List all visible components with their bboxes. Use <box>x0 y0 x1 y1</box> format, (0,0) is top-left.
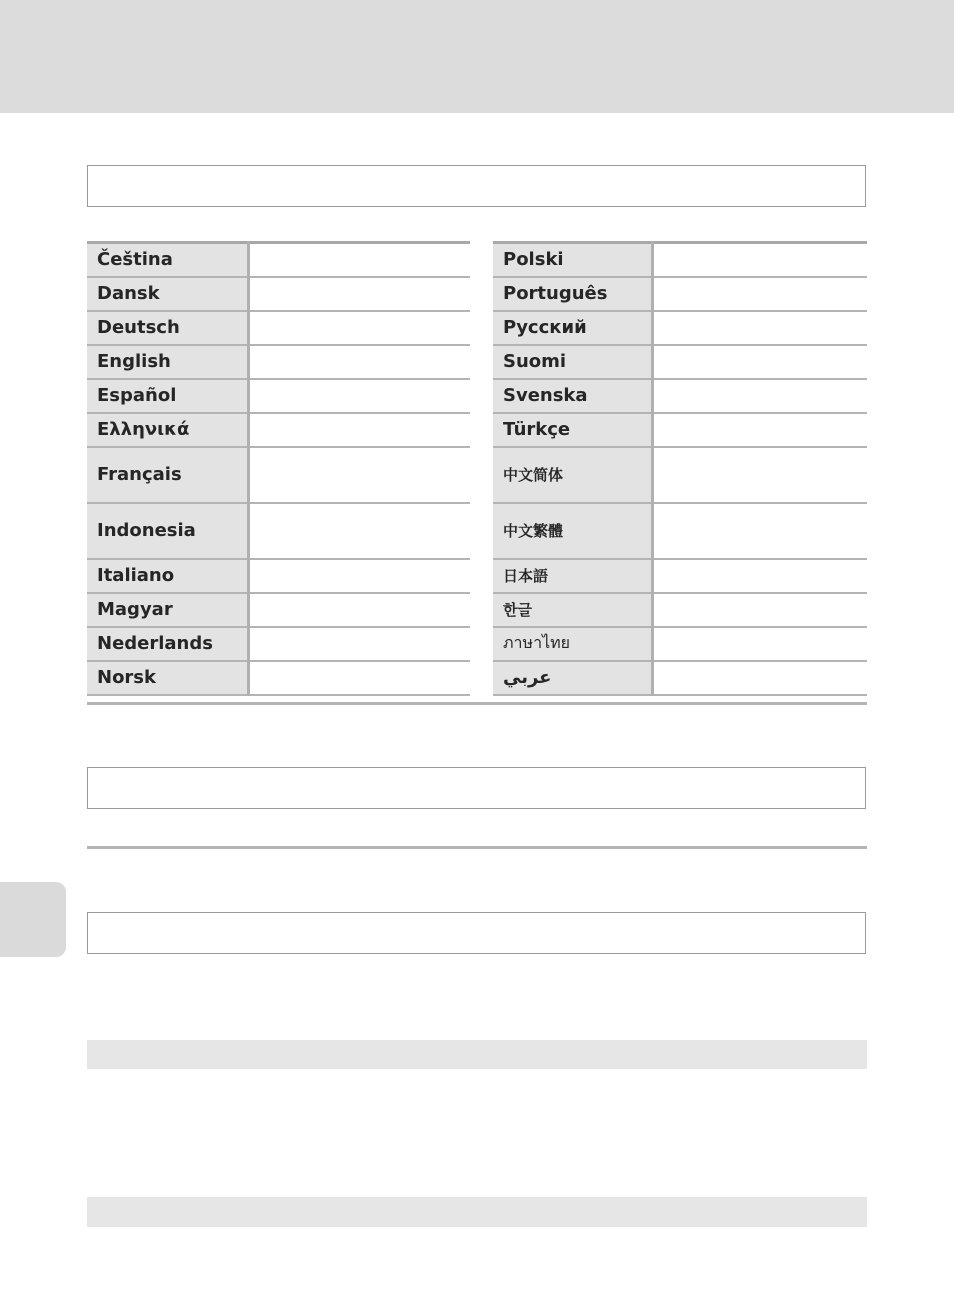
heading-box-1 <box>87 165 866 207</box>
language-row <box>493 661 867 695</box>
language-name: ภาษาไทย <box>493 627 653 661</box>
language-name: Svenska <box>493 379 653 413</box>
language-value <box>249 661 471 695</box>
language-value <box>653 243 868 277</box>
language-value <box>653 311 868 345</box>
language-name: Suomi <box>493 345 653 379</box>
language-row <box>87 559 470 593</box>
language-value <box>249 413 471 447</box>
language-value <box>653 447 868 503</box>
language-name: Türkçe <box>493 413 653 447</box>
language-value <box>653 345 868 379</box>
language-row <box>87 379 470 413</box>
language-value <box>653 413 868 447</box>
language-name: Português <box>493 277 653 311</box>
language-value <box>653 379 868 413</box>
language-value <box>249 627 471 661</box>
language-name: 中文繁體 <box>493 503 653 559</box>
language-value <box>249 277 471 311</box>
language-value <box>249 345 471 379</box>
language-name: Nederlands <box>87 627 249 661</box>
section-rule <box>87 846 867 849</box>
language-name: 日本語 <box>493 559 653 593</box>
language-row <box>493 311 867 345</box>
language-value <box>249 593 471 627</box>
language-value <box>653 503 868 559</box>
language-name: عربي <box>493 661 653 695</box>
language-row <box>493 243 867 277</box>
language-name: Indonesia <box>87 503 249 559</box>
language-row <box>87 627 470 661</box>
language-name: Italiano <box>87 559 249 593</box>
language-name: English <box>87 345 249 379</box>
language-table-right <box>493 241 867 696</box>
language-row <box>87 503 470 559</box>
language-name: Español <box>87 379 249 413</box>
grey-bar-1 <box>87 1040 867 1069</box>
language-row <box>87 345 470 379</box>
language-row <box>493 379 867 413</box>
language-name: 한글 <box>493 593 653 627</box>
language-row <box>87 243 470 277</box>
language-value <box>653 627 868 661</box>
language-row <box>493 413 867 447</box>
language-row <box>493 277 867 311</box>
language-value <box>653 277 868 311</box>
language-value <box>653 593 868 627</box>
language-name: Ελληνικά <box>87 413 249 447</box>
language-value <box>249 447 471 503</box>
language-name: Français <box>87 447 249 503</box>
language-name: Magyar <box>87 593 249 627</box>
heading-box-3 <box>87 912 866 954</box>
language-value <box>653 661 868 695</box>
language-name: Dansk <box>87 277 249 311</box>
language-row <box>493 559 867 593</box>
language-name: Deutsch <box>87 311 249 345</box>
language-name: 中文简体 <box>493 447 653 503</box>
heading-box-2 <box>87 767 866 809</box>
table-bottom-rule <box>87 702 867 705</box>
grey-bar-2 <box>87 1197 867 1227</box>
language-row <box>87 311 470 345</box>
language-value <box>249 311 471 345</box>
language-row <box>493 447 867 503</box>
language-name: Русский <box>493 311 653 345</box>
language-value <box>249 379 471 413</box>
language-row <box>87 447 470 503</box>
language-row <box>87 277 470 311</box>
language-row <box>87 661 470 695</box>
language-row <box>493 627 867 661</box>
language-row <box>87 413 470 447</box>
language-row <box>87 593 470 627</box>
language-row <box>493 503 867 559</box>
language-name: Polski <box>493 243 653 277</box>
language-value <box>249 559 471 593</box>
header-band <box>0 0 954 113</box>
language-value <box>249 243 471 277</box>
language-row <box>493 593 867 627</box>
language-name: Norsk <box>87 661 249 695</box>
language-value <box>653 559 868 593</box>
language-row <box>493 345 867 379</box>
language-name: Čeština <box>87 243 249 277</box>
language-table-left <box>87 241 470 696</box>
language-value <box>249 503 471 559</box>
section-tab <box>0 882 66 957</box>
